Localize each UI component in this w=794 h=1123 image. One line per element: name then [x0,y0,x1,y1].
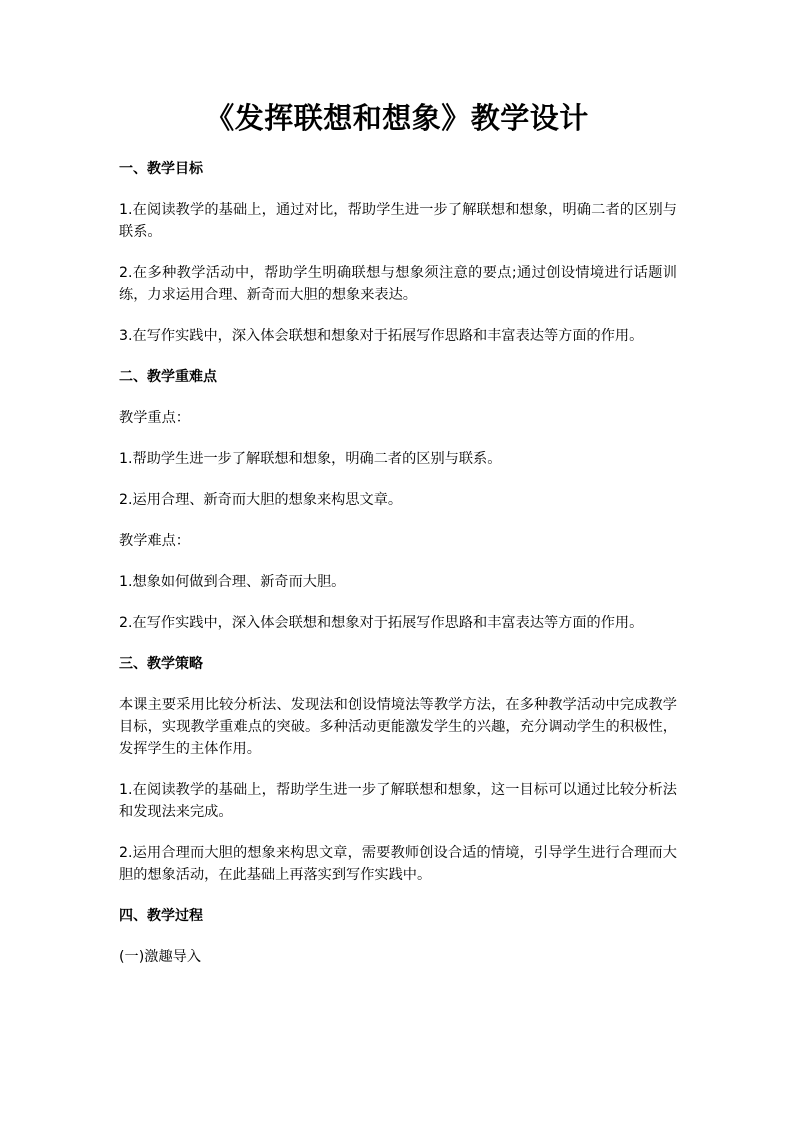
paragraph: 3.在写作实践中，深入体会联想和想象对于拓展写作思路和丰富表达等方面的作用。 [119,328,644,344]
section-heading-key-difficult-points: 二、教学重难点 [119,369,217,385]
section-heading-teaching-process: 四、教学过程 [119,908,203,924]
section-heading-teaching-strategy: 三、教学策略 [119,656,203,672]
document-body [119,158,677,968]
section-heading-teaching-objectives: 一、教学目标 [119,161,203,177]
paragraph: 2.在多种教学活动中，帮助学生明确联想与想象须注意的要点;通过创设情境进行话题训练，力求运用合理、新奇而大胆的想象来表达。 [119,265,677,303]
paragraph: 1.在阅读教学的基础上，帮助学生进一步了解联想和想象，这一目标可以通过比较分析法和发现法来完成。 [119,782,677,820]
document-title: 《发挥联想和想象》教学设计 [205,101,589,135]
paragraph: 2.运用合理而大胆的想象来构思文章，需要教师创设合适的情境，引导学生进行合理而大胆的想象活动，在此基础上再落实到写作实践中。 [119,845,677,883]
paragraph: 1.帮助学生进一步了解联想和想象，明确二者的区别与联系。 [119,451,502,467]
paragraph: 教学难点： [119,533,190,549]
paragraph: (一)激趣导入 [119,949,202,965]
paragraph: 1.在阅读教学的基础上，通过对比，帮助学生进一步了解联想和想象，明确二者的区别与联系。 [119,202,677,240]
paragraph: 教学重点： [119,410,190,426]
paragraph: 2.运用合理、新奇而大胆的想象来构思文章。 [119,492,403,508]
paragraph: 2.在写作实践中，深入体会联想和想象对于拓展写作思路和丰富表达等方面的作用。 [119,615,644,631]
paragraph: 1.想象如何做到合理、新奇而大胆。 [119,574,346,590]
paragraph: 本课主要采用比较分析法、发现法和创设情境法等教学方法，在多种教学活动中完成教学目标，实现教学重难点的突破。多种活动更能激发学生的兴趣，充分调动学生的积极性，发挥学生的主体作用。 [119,697,677,757]
